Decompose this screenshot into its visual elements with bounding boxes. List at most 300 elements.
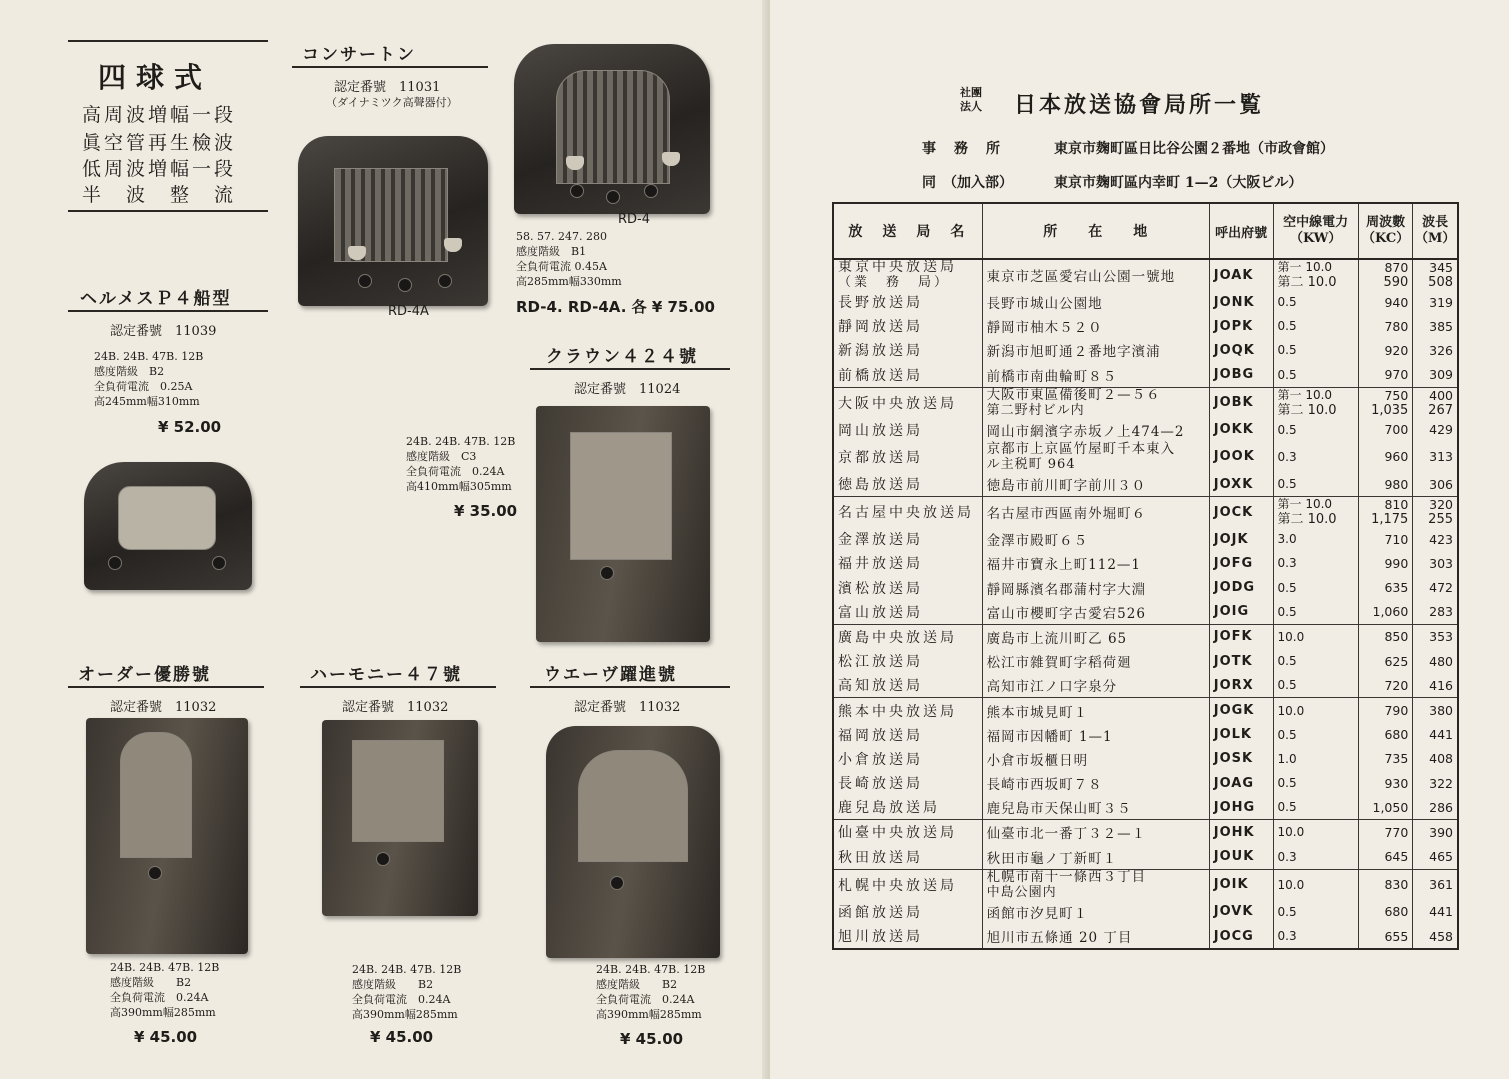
- cell-addr: [982, 576, 1209, 600]
- cell-text: 高知市江ノ口字泉分: [986, 679, 1118, 696]
- cell-addr: [982, 845, 1209, 870]
- cell-pow: [1273, 387, 1358, 418]
- cell-addr: [982, 900, 1209, 924]
- cell-text: 306: [1429, 476, 1453, 492]
- cell-text: 441: [1429, 727, 1453, 743]
- cell-call: [1209, 900, 1273, 924]
- cell-call: [1209, 771, 1273, 795]
- table-row: [833, 442, 1458, 472]
- cell-addr: [982, 698, 1209, 723]
- cell-text: 830: [1384, 877, 1409, 893]
- cell-call: [1209, 387, 1273, 418]
- cell-text: 480: [1429, 653, 1453, 669]
- cell-addr: [982, 387, 1209, 418]
- cell-text: JOFG: [1213, 555, 1254, 571]
- cell-text: 385: [1429, 318, 1453, 334]
- cell-text: 仙臺中央放送局: [838, 825, 957, 842]
- cell-text: 0.5: [1277, 343, 1297, 358]
- cell-pow: [1273, 845, 1358, 870]
- cell-m: [1413, 600, 1458, 625]
- table-row: [833, 747, 1458, 771]
- cell-addr: [982, 723, 1209, 747]
- divider: [300, 686, 496, 688]
- cell-kc: [1358, 924, 1412, 949]
- cell-name: [833, 771, 982, 795]
- office-address: 東京市麹町區日比谷公園２番地（市政會館）: [1054, 141, 1334, 157]
- cell-text: 第二 10.0: [1277, 512, 1337, 528]
- cell-m: [1413, 497, 1458, 528]
- cell-text: 353: [1429, 629, 1453, 645]
- cell-m: [1413, 290, 1458, 314]
- cell-text: 380: [1429, 703, 1453, 719]
- cell-pow: [1273, 576, 1358, 600]
- cell-text: 870: [1384, 260, 1409, 275]
- radio-order-image: [86, 718, 248, 954]
- cell-text: 10.0: [1277, 703, 1305, 718]
- table-row: [833, 551, 1458, 575]
- divider: [68, 40, 268, 42]
- cell-addr: [982, 418, 1209, 442]
- radio-rd4a-image: [298, 136, 488, 306]
- cell-m: [1413, 387, 1458, 418]
- cell-call: [1209, 723, 1273, 747]
- col-header-name: 放 送 局 名: [833, 203, 982, 259]
- cell-m: [1413, 924, 1458, 949]
- cell-name: [833, 472, 982, 497]
- cell-text: 高知放送局: [838, 678, 923, 695]
- price: ¥ 52.00: [158, 418, 222, 436]
- cell-kc: [1358, 698, 1412, 723]
- cell-kc: [1358, 723, 1412, 747]
- cell-m: [1413, 259, 1458, 290]
- cell-text: 441: [1429, 904, 1453, 920]
- cell-text: 429: [1429, 422, 1453, 438]
- cell-kc: [1358, 497, 1412, 528]
- cell-pow: [1273, 771, 1358, 795]
- cell-name: [833, 387, 982, 418]
- price: ¥ 45.00: [370, 1028, 434, 1046]
- cell-text: 1,035: [1371, 402, 1409, 418]
- cell-text: 286: [1429, 799, 1453, 815]
- cell-text: 鹿兒島放送局: [838, 800, 940, 817]
- cell-addr: [982, 820, 1209, 845]
- cell-pow: [1273, 698, 1358, 723]
- cell-name: [833, 924, 982, 949]
- cell-text: 0.3: [1277, 556, 1297, 571]
- cell-text: 400: [1429, 387, 1453, 403]
- cell-text: 1,175: [1371, 512, 1409, 528]
- cell-name: [833, 900, 982, 924]
- cell-text: 富山放送局: [838, 604, 923, 621]
- cell-text: 東京市芝區愛宕山公園一號地: [986, 269, 1176, 285]
- cell-text: 長野市城山公園地: [986, 296, 1103, 313]
- cell-addr: [982, 551, 1209, 575]
- cell-pow: [1273, 869, 1358, 900]
- cell-text: 0.3: [1277, 449, 1297, 464]
- cell-text: 990: [1384, 555, 1409, 571]
- cell-name: [833, 551, 982, 575]
- cell-text: 970: [1384, 367, 1409, 383]
- cell-text: 0.5: [1277, 727, 1297, 742]
- cell-text: 中島公園内: [986, 884, 1057, 900]
- cell-call: [1209, 363, 1273, 388]
- cell-name: [833, 845, 982, 870]
- cell-text: 390: [1429, 824, 1453, 840]
- cell-m: [1413, 900, 1458, 924]
- cell-text: 680: [1384, 904, 1409, 920]
- cell-kc: [1358, 259, 1412, 290]
- cell-text: JOOK: [1213, 449, 1255, 465]
- cell-text: 0.5: [1277, 367, 1297, 382]
- table-row: [833, 673, 1458, 698]
- cell-m: [1413, 472, 1458, 497]
- cell-text: 函館放送局: [838, 904, 923, 921]
- cell-text: 322: [1429, 775, 1453, 791]
- cell-pow: [1273, 314, 1358, 338]
- cell-text: 秋田市龜ノ丁新町１: [986, 850, 1118, 867]
- cell-call: [1209, 624, 1273, 649]
- model-label: RD-4: [618, 212, 651, 227]
- cell-text: 0.5: [1277, 776, 1297, 791]
- cell-text: 松江市雜賀町字稻荷廻: [986, 655, 1132, 672]
- cell-text: 東京中央放送局: [838, 259, 957, 275]
- cell-name: [833, 363, 982, 388]
- table-row: [833, 795, 1458, 820]
- table-row: [833, 387, 1458, 418]
- cell-name: [833, 795, 982, 820]
- cell-pow: [1273, 795, 1358, 820]
- cell-text: 458: [1429, 928, 1453, 944]
- cell-text: 熊本中央放送局: [838, 703, 957, 720]
- cell-pow: [1273, 900, 1358, 924]
- cell-text: JOCK: [1213, 504, 1254, 520]
- cell-name: [833, 442, 982, 472]
- cell-text: 徳島市前川町字前川３０: [986, 478, 1147, 495]
- page-title: 日本放送協會局所一覧: [1014, 92, 1265, 118]
- cell-name: [833, 747, 982, 771]
- office-label: 同 （加入部）: [922, 175, 1013, 191]
- cell-m: [1413, 418, 1458, 442]
- cell-call: [1209, 551, 1273, 575]
- divider: [292, 66, 488, 68]
- cell-text: JOTK: [1213, 653, 1253, 669]
- cell-text: 920: [1384, 342, 1409, 358]
- cell-text: 大阪市東區備後町２—５６: [986, 386, 1161, 403]
- cell-text: 廣島市上流川町乙 65: [986, 630, 1128, 647]
- cell-addr: [982, 869, 1209, 900]
- cell-kc: [1358, 649, 1412, 673]
- cell-text: JORX: [1213, 677, 1254, 693]
- cell-text: 福岡放送局: [838, 727, 923, 744]
- cell-text: 770: [1384, 824, 1409, 840]
- cell-text: 仙臺市北一番丁３２—１: [986, 826, 1147, 843]
- cell-text: 655: [1384, 928, 1409, 944]
- cell-text: 750: [1384, 387, 1409, 403]
- cell-text: JOUK: [1213, 849, 1255, 865]
- cell-text: 福井放送局: [838, 556, 923, 573]
- divider: [68, 210, 268, 212]
- cell-text: JOVK: [1213, 904, 1254, 920]
- cell-pow: [1273, 442, 1358, 472]
- cell-text: 940: [1384, 294, 1409, 310]
- cell-text: 1,060: [1372, 604, 1409, 620]
- cell-pow: [1273, 363, 1358, 388]
- cell-text: 鹿兒島市天保山町３５: [986, 801, 1132, 818]
- cell-name: [833, 290, 982, 314]
- price: ¥ 45.00: [134, 1028, 198, 1046]
- table-row: [833, 472, 1458, 497]
- product-note: （ダイナミツク高聲器付）: [326, 96, 458, 109]
- divider: [530, 686, 730, 688]
- cell-text: 980: [1384, 476, 1409, 492]
- table-row: [833, 771, 1458, 795]
- cell-text: JOHK: [1213, 824, 1255, 840]
- cell-name: [833, 624, 982, 649]
- table-row: [833, 845, 1458, 870]
- table-row: [833, 259, 1458, 290]
- cell-text: 第二 10.0: [1277, 402, 1337, 418]
- cell-addr: [982, 624, 1209, 649]
- cert-number: 認定番號 11031: [334, 80, 441, 95]
- cert-number: 認定番號 11032: [342, 700, 449, 715]
- cell-kc: [1358, 900, 1412, 924]
- cell-text: JOBK: [1213, 395, 1254, 411]
- type-line: 眞空管再生檢波: [82, 132, 237, 154]
- station-table: [832, 202, 1459, 950]
- type-title: 四球式: [98, 61, 213, 94]
- cell-kc: [1358, 869, 1412, 900]
- cell-text: 423: [1429, 531, 1453, 547]
- cell-pow: [1273, 259, 1358, 290]
- spec-block: 24B. 24B. 47B. 12B 感度階級 B2 全負荷電流 0.24A 高390mm幅285mm: [596, 963, 706, 1021]
- cell-text: 旭川放送局: [838, 929, 923, 946]
- price: ¥ 45.00: [620, 1030, 684, 1048]
- cell-text: 第一 10.0: [1277, 260, 1333, 274]
- cell-pow: [1273, 723, 1358, 747]
- cell-kc: [1358, 576, 1412, 600]
- type-line: 高周波増幅一段: [82, 104, 237, 126]
- table-row: [833, 698, 1458, 723]
- cell-addr: [982, 363, 1209, 388]
- cell-m: [1413, 649, 1458, 673]
- cell-addr: [982, 259, 1209, 290]
- radio-rd4-image: [514, 44, 710, 214]
- table-row: [833, 723, 1458, 747]
- cell-text: JOFK: [1213, 629, 1253, 645]
- cell-text: 309: [1429, 367, 1453, 383]
- cell-text: 0.5: [1277, 580, 1297, 595]
- table-row: [833, 649, 1458, 673]
- radio-harmony-image: [322, 720, 478, 916]
- cell-kc: [1358, 338, 1412, 362]
- cell-text: 名古屋市西區南外堀町６: [986, 506, 1147, 523]
- cell-text: 第一 10.0: [1277, 497, 1333, 512]
- cell-text: 850: [1384, 629, 1409, 645]
- cell-text: 416: [1429, 677, 1453, 693]
- cell-m: [1413, 845, 1458, 870]
- table-row: [833, 338, 1458, 362]
- cell-text: （業 務 局）: [838, 275, 951, 290]
- cell-text: 新潟市旭町通２番地字濱浦: [986, 344, 1161, 361]
- cell-text: JOBG: [1213, 367, 1255, 383]
- table-row: [833, 869, 1458, 900]
- cell-call: [1209, 576, 1273, 600]
- cell-text: 函館市汐見町１: [986, 905, 1089, 922]
- cell-text: 0.5: [1277, 904, 1297, 919]
- cell-m: [1413, 795, 1458, 820]
- cell-text: JOHG: [1213, 799, 1256, 815]
- cell-addr: [982, 290, 1209, 314]
- cell-kc: [1358, 472, 1412, 497]
- cell-text: 255: [1428, 512, 1453, 528]
- cell-text: 1,050: [1372, 799, 1409, 815]
- cell-m: [1413, 747, 1458, 771]
- cell-name: [833, 259, 982, 290]
- cell-text: 岡山市網濱字赤坂ノ上474—2: [986, 423, 1185, 440]
- cell-text: JOIG: [1213, 604, 1250, 620]
- cell-text: 720: [1384, 677, 1409, 693]
- office-label: 事 務 所: [922, 141, 1002, 157]
- cell-addr: [982, 338, 1209, 362]
- cell-text: JOAG: [1213, 775, 1255, 791]
- cell-text: 小倉市坂櫃日明: [986, 752, 1089, 769]
- cell-text: JOPK: [1213, 318, 1254, 334]
- cell-text: 金澤市殿町６５: [986, 533, 1089, 550]
- cell-text: 319: [1429, 294, 1453, 310]
- cell-kc: [1358, 363, 1412, 388]
- cell-pow: [1273, 551, 1358, 575]
- cell-pow: [1273, 924, 1358, 949]
- cell-pow: [1273, 290, 1358, 314]
- cell-text: 735: [1384, 751, 1409, 767]
- cell-text: 0.5: [1277, 319, 1297, 334]
- cell-pow: [1273, 820, 1358, 845]
- cell-text: 福岡市因幡町 1—1: [986, 728, 1113, 745]
- cell-pow: [1273, 649, 1358, 673]
- cell-addr: [982, 472, 1209, 497]
- product-name: コンサートン: [302, 45, 416, 65]
- cell-kc: [1358, 673, 1412, 698]
- cell-addr: [982, 442, 1209, 472]
- cell-text: JOQK: [1213, 342, 1255, 358]
- cell-text: JOXK: [1213, 476, 1254, 492]
- cell-m: [1413, 723, 1458, 747]
- cell-text: JONK: [1213, 294, 1255, 310]
- cell-text: 富山市櫻町字古愛宕526: [986, 605, 1146, 622]
- cell-text: 0.5: [1277, 800, 1297, 815]
- cell-kc: [1358, 551, 1412, 575]
- cell-call: [1209, 747, 1273, 771]
- cell-m: [1413, 698, 1458, 723]
- table-row: [833, 497, 1458, 528]
- cell-text: 320: [1429, 497, 1453, 513]
- cell-m: [1413, 527, 1458, 551]
- cell-text: JOKK: [1213, 422, 1254, 438]
- cell-addr: [982, 600, 1209, 625]
- cell-text: JOAK: [1213, 267, 1254, 283]
- col-header-frequency: 周波數（KC）: [1358, 203, 1412, 259]
- cell-text: 361: [1429, 877, 1453, 893]
- cell-text: 廣島中央放送局: [838, 629, 957, 646]
- table-row: [833, 600, 1458, 625]
- cell-text: 0.5: [1277, 422, 1297, 437]
- table-row: [833, 363, 1458, 388]
- cell-text: 0.5: [1277, 295, 1297, 310]
- col-header-address: 所 在 地: [982, 203, 1209, 259]
- cell-call: [1209, 820, 1273, 845]
- cell-m: [1413, 442, 1458, 472]
- cell-name: [833, 723, 982, 747]
- cell-pow: [1273, 600, 1358, 625]
- cell-text: 前橋市南曲輪町８５: [986, 368, 1118, 385]
- cell-text: 283: [1429, 604, 1453, 620]
- cell-text: 345: [1429, 260, 1453, 275]
- corp-mark: 社團 法人: [960, 86, 982, 113]
- cell-kc: [1358, 314, 1412, 338]
- col-header-power: 空中線電力（KW）: [1273, 203, 1358, 259]
- cell-m: [1413, 771, 1458, 795]
- cell-text: JOSK: [1213, 751, 1254, 767]
- cell-text: 790: [1384, 703, 1409, 719]
- cell-call: [1209, 290, 1273, 314]
- col-header-callsign: 呼出府號: [1209, 203, 1273, 259]
- cell-text: 0.3: [1277, 929, 1297, 944]
- cell-text: JODG: [1213, 580, 1256, 596]
- cell-text: 10.0: [1277, 825, 1305, 840]
- divider: [530, 368, 730, 370]
- cell-pow: [1273, 497, 1358, 528]
- cell-name: [833, 418, 982, 442]
- cell-text: 京都市上京區竹屋町千本東入: [986, 440, 1176, 457]
- cell-text: 秋田放送局: [838, 849, 923, 866]
- cell-name: [833, 600, 982, 625]
- cell-name: [833, 673, 982, 698]
- cell-addr: [982, 795, 1209, 820]
- cell-text: 960: [1384, 449, 1409, 465]
- cell-text: JOGK: [1213, 703, 1255, 719]
- price: RD-4. RD-4A. 各 ¥ 75.00: [516, 298, 715, 316]
- cell-call: [1209, 673, 1273, 698]
- cell-text: 靜岡縣濱名郡蒲村字大淵: [986, 581, 1147, 598]
- table-row: [833, 527, 1458, 551]
- table-header-row: [833, 203, 1458, 259]
- cell-m: [1413, 820, 1458, 845]
- product-name: ヘルメスＰ４船型: [80, 289, 232, 309]
- cell-text: JOIK: [1213, 877, 1249, 893]
- cell-text: 0.5: [1277, 604, 1297, 619]
- cell-text: JOCG: [1213, 928, 1254, 944]
- cell-text: 645: [1384, 849, 1409, 865]
- cell-call: [1209, 497, 1273, 528]
- cell-text: 熊本市城見町１: [986, 704, 1089, 721]
- cell-text: 465: [1429, 849, 1453, 865]
- cell-text: 金澤放送局: [838, 532, 923, 549]
- cell-call: [1209, 338, 1273, 362]
- cell-text: 福井市寶永上町112—1: [986, 557, 1142, 574]
- cell-call: [1209, 442, 1273, 472]
- cell-kc: [1358, 600, 1412, 625]
- cell-text: 625: [1384, 653, 1409, 669]
- radio-wave-image: [546, 726, 720, 958]
- cell-text: 1.0: [1277, 751, 1297, 766]
- product-name: ハーモニー４７號: [310, 665, 462, 685]
- cell-kc: [1358, 845, 1412, 870]
- spec-block: 24B. 24B. 47B. 12B 感度階級 B2 全負荷電流 0.24A 高390mm幅285mm: [352, 963, 462, 1021]
- type-line: 半 波 整 流: [82, 184, 237, 206]
- product-name: オーダー優勝號: [78, 665, 211, 685]
- cell-text: 810: [1384, 497, 1409, 513]
- cell-call: [1209, 314, 1273, 338]
